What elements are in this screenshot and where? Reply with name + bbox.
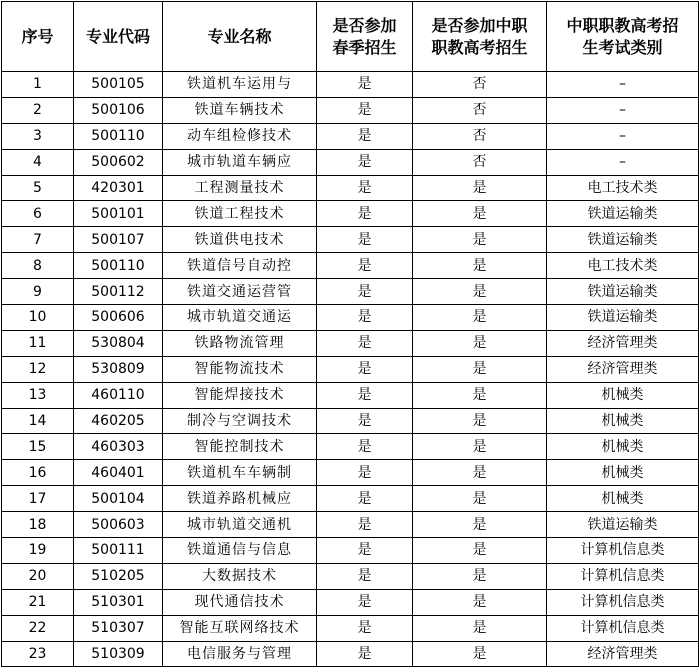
cell-category: 铁道运输类 [547,512,699,538]
cell-category: 计算机信息类 [547,538,699,564]
cell-code: 510301 [74,589,163,615]
cell-spring: 是 [317,149,413,175]
cell-name: 制冷与空调技术 [163,408,317,434]
cell-code: 420301 [74,175,163,201]
cell-category: 机械类 [547,486,699,512]
cell-code: 500602 [74,149,163,175]
cell-spring: 是 [317,227,413,253]
cell-index: 14 [2,408,74,434]
cell-spring: 是 [317,175,413,201]
cell-category: – [547,123,699,149]
cell-spring: 是 [317,589,413,615]
cell-name: 工程测量技术 [163,175,317,201]
table-row [2,615,699,641]
cell-exam: 是 [413,434,547,460]
cell-exam: 否 [413,149,547,175]
cell-code: 460110 [74,382,163,408]
cell-exam: 是 [413,486,547,512]
cell-index: 20 [2,563,74,589]
cell-category: 计算机信息类 [547,615,699,641]
cell-name: 铁道机车车辆制 [163,460,317,486]
cell-code: 530809 [74,356,163,382]
cell-index: 19 [2,538,74,564]
cell-name: 城市轨道交通运 [163,305,317,331]
header-exam-line-1: 是否参加中职 [431,15,528,35]
cell-index: 15 [2,434,74,460]
cell-name: 现代通信技术 [163,589,317,615]
table-row [2,589,699,615]
cell-code: 500106 [74,97,163,123]
cell-code: 510307 [74,615,163,641]
table-row [2,434,699,460]
cell-exam: 否 [413,97,547,123]
cell-code: 460401 [74,460,163,486]
cell-index: 4 [2,149,74,175]
cell-code: 510205 [74,563,163,589]
cell-exam: 是 [413,512,547,538]
table-row [2,641,699,667]
cell-spring: 是 [317,434,413,460]
cell-code: 460205 [74,408,163,434]
cell-category: 铁道运输类 [547,201,699,227]
cell-name: 城市轨道车辆应 [163,149,317,175]
cell-exam: 是 [413,175,547,201]
cell-name: 铁路物流管理 [163,330,317,356]
cell-spring: 是 [317,356,413,382]
cell-name: 铁道工程技术 [163,201,317,227]
table-header [2,2,699,72]
table-row [2,97,699,123]
cell-code: 500112 [74,279,163,305]
cell-index: 18 [2,512,74,538]
cell-index: 13 [2,382,74,408]
cell-index: 12 [2,356,74,382]
cell-name: 大数据技术 [163,563,317,589]
cell-index: 2 [2,97,74,123]
table-row [2,201,699,227]
cell-name: 铁道交通运营管 [163,279,317,305]
cell-index: 7 [2,227,74,253]
cell-category: – [547,97,699,123]
header-spring [317,2,413,72]
header-spring-line-1: 是否参加 [332,15,397,35]
cell-index: 6 [2,201,74,227]
cell-spring: 是 [317,72,413,98]
cell-name: 智能焊接技术 [163,382,317,408]
cell-exam: 是 [413,356,547,382]
cell-exam: 是 [413,563,547,589]
cell-exam: 是 [413,279,547,305]
table-row [2,356,699,382]
cell-name: 铁道养路机械应 [163,486,317,512]
cell-exam: 是 [413,382,547,408]
cell-code: 500105 [74,72,163,98]
cell-spring: 是 [317,615,413,641]
cell-exam: 是 [413,330,547,356]
table-row [2,563,699,589]
header-name: 专业名称 [163,2,317,72]
cell-spring: 是 [317,538,413,564]
header-exam [413,2,547,72]
cell-index: 1 [2,72,74,98]
cell-code: 530804 [74,330,163,356]
cell-code: 500101 [74,201,163,227]
table-body [2,72,699,667]
table-row [2,253,699,279]
cell-category: 电工技术类 [547,175,699,201]
cell-category: 经济管理类 [547,330,699,356]
cell-exam: 是 [413,201,547,227]
cell-category: 铁道运输类 [547,305,699,331]
cell-spring: 是 [317,460,413,486]
cell-category: 铁道运输类 [547,279,699,305]
cell-category: – [547,149,699,175]
cell-index: 10 [2,305,74,331]
cell-spring: 是 [317,97,413,123]
cell-index: 21 [2,589,74,615]
cell-name: 电信服务与管理 [163,641,317,667]
cell-index: 23 [2,641,74,667]
cell-code: 500110 [74,123,163,149]
cell-category: 计算机信息类 [547,563,699,589]
cell-code: 500606 [74,305,163,331]
cell-spring: 是 [317,201,413,227]
cell-code: 500104 [74,486,163,512]
header-spring-line-2: 春季招生 [332,37,397,57]
cell-spring: 是 [317,486,413,512]
cell-name: 智能物流技术 [163,356,317,382]
cell-exam: 是 [413,227,547,253]
cell-name: 铁道车辆技术 [163,97,317,123]
header-row [2,2,699,72]
cell-spring: 是 [317,408,413,434]
cell-exam: 否 [413,72,547,98]
cell-exam: 是 [413,641,547,667]
header-code: 专业代码 [74,2,163,72]
cell-category: 机械类 [547,434,699,460]
cell-index: 3 [2,123,74,149]
cell-index: 5 [2,175,74,201]
cell-name: 智能互联网络技术 [163,615,317,641]
cell-spring: 是 [317,382,413,408]
cell-exam: 是 [413,589,547,615]
table-row [2,123,699,149]
cell-spring: 是 [317,279,413,305]
cell-code: 510309 [74,641,163,667]
table-row [2,408,699,434]
cell-category: 电工技术类 [547,253,699,279]
table-row [2,227,699,253]
header-category-line-1: 中职职教高考招 [566,15,679,35]
cell-category: – [547,72,699,98]
cell-spring: 是 [317,330,413,356]
cell-exam: 否 [413,123,547,149]
header-category [547,2,699,72]
cell-index: 8 [2,253,74,279]
cell-code: 500110 [74,253,163,279]
table-row [2,382,699,408]
cell-code: 500111 [74,538,163,564]
table-row [2,330,699,356]
cell-category: 机械类 [547,460,699,486]
cell-name: 城市轨道交通机 [163,512,317,538]
table-row [2,460,699,486]
cell-code: 500107 [74,227,163,253]
table-row [2,486,699,512]
cell-exam: 是 [413,460,547,486]
table-row [2,538,699,564]
table-row [2,279,699,305]
table-row [2,305,699,331]
cell-category: 铁道运输类 [547,227,699,253]
cell-name: 智能控制技术 [163,434,317,460]
cell-category: 经济管理类 [547,641,699,667]
cell-index: 9 [2,279,74,305]
cell-spring: 是 [317,253,413,279]
cell-name: 铁道机车运用与 [163,72,317,98]
cell-index: 11 [2,330,74,356]
cell-spring: 是 [317,123,413,149]
cell-category: 机械类 [547,408,699,434]
cell-name: 铁道供电技术 [163,227,317,253]
header-category-line-2: 生考试类别 [582,37,663,57]
cell-name: 动车组检修技术 [163,123,317,149]
table-row [2,512,699,538]
cell-category: 经济管理类 [547,356,699,382]
cell-exam: 是 [413,305,547,331]
cell-exam: 是 [413,408,547,434]
cell-category: 计算机信息类 [547,589,699,615]
cell-index: 22 [2,615,74,641]
cell-spring: 是 [317,512,413,538]
cell-exam: 是 [413,615,547,641]
table-row [2,72,699,98]
cell-name: 铁道通信与信息 [163,538,317,564]
cell-code: 500603 [74,512,163,538]
cell-category: 机械类 [547,382,699,408]
header-exam-line-2: 职教高考招生 [431,37,528,57]
cell-spring: 是 [317,563,413,589]
table-row [2,149,699,175]
cell-exam: 是 [413,253,547,279]
majors-table [1,1,699,667]
cell-code: 460303 [74,434,163,460]
table-row [2,175,699,201]
cell-exam: 是 [413,538,547,564]
cell-name: 铁道信号自动控 [163,253,317,279]
cell-spring: 是 [317,305,413,331]
header-index: 序号 [2,2,74,72]
cell-spring: 是 [317,641,413,667]
cell-index: 17 [2,486,74,512]
cell-index: 16 [2,460,74,486]
